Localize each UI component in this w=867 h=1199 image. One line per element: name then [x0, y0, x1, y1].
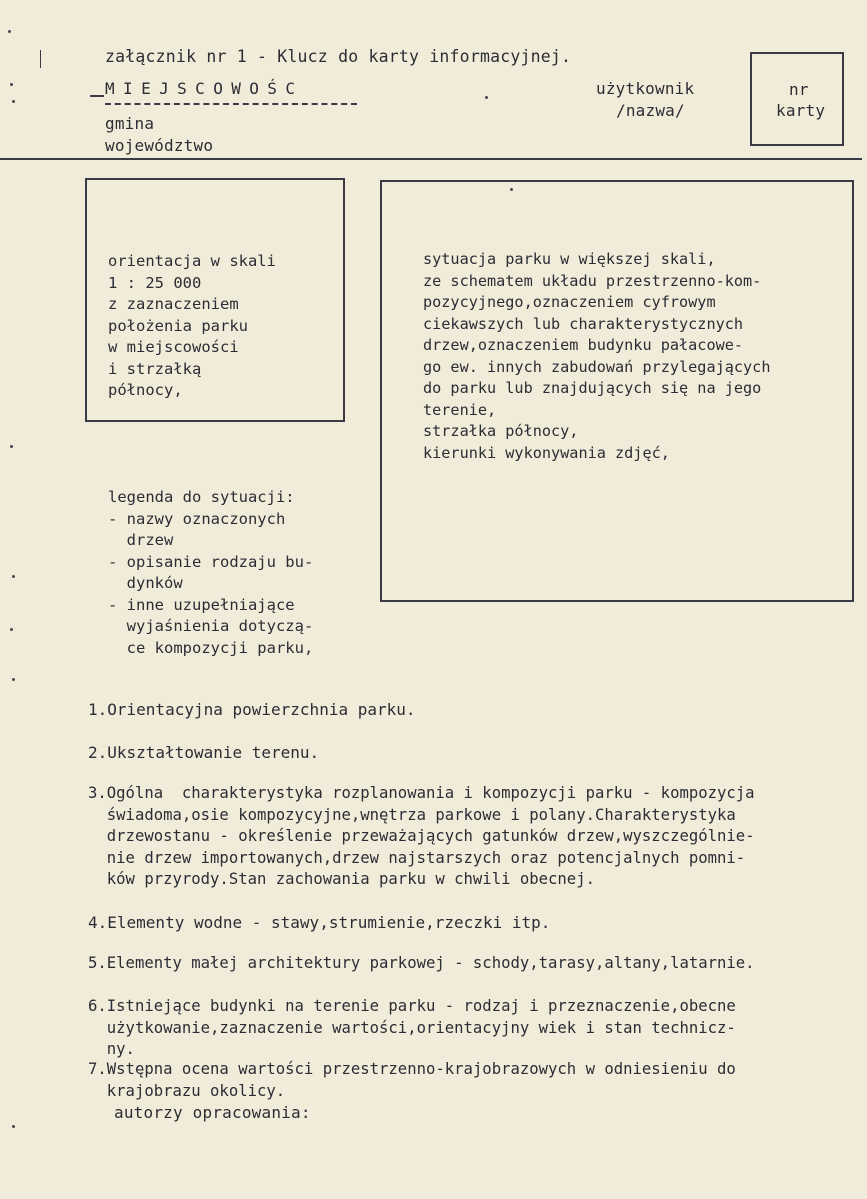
park-situation-line: kierunki wykonywania zdjęć, — [423, 443, 670, 462]
user-name-label: /nazwa/ — [616, 101, 685, 120]
park-situation-line: pozycyjnego,oznaczeniem cyfrowym — [423, 293, 716, 311]
margin-mark — [12, 575, 15, 578]
item-line: 5.Elementy małej architektury parkowej - schody,tarasy,altany,latarnie. — [88, 954, 755, 972]
park-situation-line: drzew,oznaczeniem budynku pałacowe- — [423, 336, 744, 354]
park-situation-line: strzałka północy, — [423, 422, 579, 440]
margin-mark — [10, 628, 13, 631]
locality-underline-left — [90, 95, 104, 97]
margin-mark — [10, 445, 13, 448]
authors-label: autorzy opracowania: — [114, 1103, 311, 1122]
locality-label: MIEJSCOWOŚC — [105, 79, 304, 98]
user-label: użytkownik — [596, 79, 695, 98]
park-situation-instructions — [423, 206, 770, 507]
margin-mark — [12, 678, 15, 681]
item-line: 7.Wstępna ocena wartości przestrzenno-krajobrazowych w odniesieniu do — [88, 1060, 736, 1078]
item-line: 3.Ogólna charakterystyka rozplanowania i kompozycji parku - kompozycja — [88, 784, 755, 802]
legend-line: ce kompozycji parku, — [108, 638, 314, 657]
item-line: ny. — [88, 1040, 135, 1058]
park-situation-line: ciekawszych lub charakterystycznych — [423, 314, 744, 333]
item-line: 2.Ukształtowanie terenu. — [88, 743, 320, 762]
item-line: drzewostanu - określenie przeważających gatunków drzew,wyszczególnie- — [88, 827, 755, 845]
location-map-line: z zaznaczeniem — [108, 295, 239, 313]
item-line: 6.Istniejące budynki na terenie parku - rodzaj i przeznaczenie,obecne — [88, 997, 736, 1015]
item-line: 4.Elementy wodne - stawy,strumienie,rzeczki itp. — [88, 913, 551, 932]
card-number-label: nr — [789, 80, 809, 99]
item-line: nie drzew importowanych,drzew najstarszych oraz potencjalnych pomni- — [88, 848, 746, 867]
location-map-line: i strzałką — [108, 359, 202, 378]
header-left-tick — [40, 50, 41, 68]
item-line: krajobrazu okolicy. — [88, 1081, 286, 1100]
item-line: użytkowanie,zaznaczenie wartości,orientacyjny wiek i stan technicz- — [88, 1018, 736, 1037]
margin-mark — [485, 96, 488, 99]
park-situation-line: ze schematem układu przestrzenno-kom- — [423, 271, 762, 290]
margin-mark — [8, 30, 11, 33]
legend-line: legenda do sytuacji: — [108, 488, 295, 506]
card-label: karty — [776, 101, 826, 120]
park-situation-line: terenie, — [423, 400, 497, 419]
location-map-instructions — [108, 208, 276, 445]
park-situation-line: go ew. innych zabudowań przylegających — [423, 357, 771, 376]
document-title: załącznik nr 1 - Klucz do karty informacyjnej. — [105, 47, 572, 66]
header-divider — [0, 158, 862, 160]
item-7 — [88, 1016, 736, 1145]
legend-line: - opisanie rodzaju bu- — [108, 552, 314, 571]
location-map-line: północy, — [108, 381, 183, 399]
legend-line: wyjaśnienia dotyczą- — [108, 617, 314, 635]
location-map-line: w miejscowości — [108, 338, 239, 356]
location-map-line: orientacja w skali — [108, 252, 276, 270]
item-line: świadoma,osie kompozycyjne,wnętrza parkowe i polany.Charakterystyka — [88, 805, 736, 824]
location-map-line: 1 : 25 000 — [108, 273, 202, 292]
park-situation-line: sytuacja parku w większej skali, — [423, 250, 716, 268]
margin-mark — [12, 100, 15, 103]
margin-mark — [510, 188, 513, 191]
commune-label: gmina — [105, 114, 155, 133]
margin-mark — [10, 83, 13, 86]
legend-line: - nazwy oznaczonych — [108, 509, 286, 528]
item-line: 1.Orientacyjna powierzchnia parku. — [88, 700, 416, 719]
item-line: ków przyrody.Stan zachowania parku w chwili obecnej. — [88, 870, 595, 888]
margin-mark — [12, 1125, 15, 1128]
legend-line: drzew — [108, 531, 174, 549]
location-map-line: położenia parku — [108, 316, 248, 335]
legend-line: dynków — [108, 574, 183, 592]
locality-dashed-line — [105, 103, 357, 105]
park-situation-line: do parku lub znajdujących się na jego — [423, 379, 762, 397]
legend-line: - inne uzupełniające — [108, 595, 295, 614]
voivodeship-label: województwo — [105, 136, 214, 155]
